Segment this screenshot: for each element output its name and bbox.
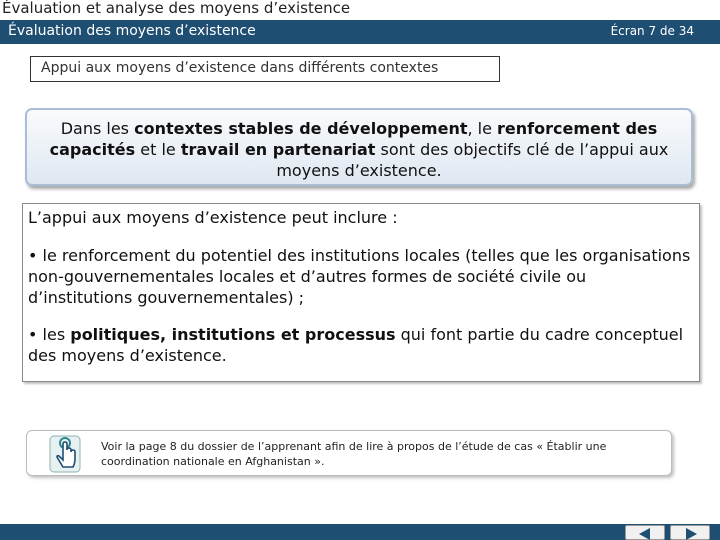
callout-text: sont des objectifs clé de l’appui aux moyens d’existence.: [276, 140, 669, 180]
bullet-text: qui font partie du cadre conceptuel des moyens d’existence.: [28, 325, 684, 365]
resource-note: [26, 430, 672, 476]
bullet-item: • le renforcement du potentiel des institutions locales (telles que les organisations non-gouvernementales locales et d’autres formes de société civile ou d’institutions gouvernementales) ;: [28, 246, 691, 307]
app-title-bar: [0, 0, 720, 20]
key-message-callout: [25, 108, 693, 186]
bullet-text: • les: [28, 325, 71, 344]
previous-button[interactable]: [625, 525, 665, 540]
next-button[interactable]: [670, 525, 710, 540]
bullet-emphasis: politiques, institutions et processus: [70, 325, 396, 344]
screen-counter: Écran 7 de 34: [610, 24, 694, 38]
callout-text: et le: [135, 140, 181, 159]
module-header: [0, 20, 720, 44]
callout-text: , le: [467, 119, 498, 138]
callout-text: Dans les: [60, 119, 135, 138]
arrow-left-icon: [639, 528, 650, 540]
note-text: Voir la page 8 du dossier de l’apprenant afin de lire à propos de l’étude de cas « Établir une coordination nationale en Afghanistan ».: [101, 440, 607, 468]
callout-emphasis: contextes stables de développement: [134, 119, 468, 138]
module-title: Évaluation des moyens d’existence: [8, 23, 256, 39]
app-title: Évaluation et analyse des moyens d’existence: [2, 0, 351, 17]
arrow-right-icon: [686, 528, 697, 540]
bullet-item: [28, 324, 693, 366]
callout-emphasis: travail en partenariat: [180, 140, 376, 159]
footer-bar: [0, 524, 720, 540]
section-heading: Appui aux moyens d’existence dans différents contextes: [30, 56, 500, 82]
content-intro: L’appui aux moyens d’existence peut inclure :: [28, 208, 398, 227]
callout-emphasis: renforcement des capacités: [49, 119, 658, 159]
content-panel: [22, 203, 700, 382]
hand-pointer-icon[interactable]: [49, 435, 81, 473]
